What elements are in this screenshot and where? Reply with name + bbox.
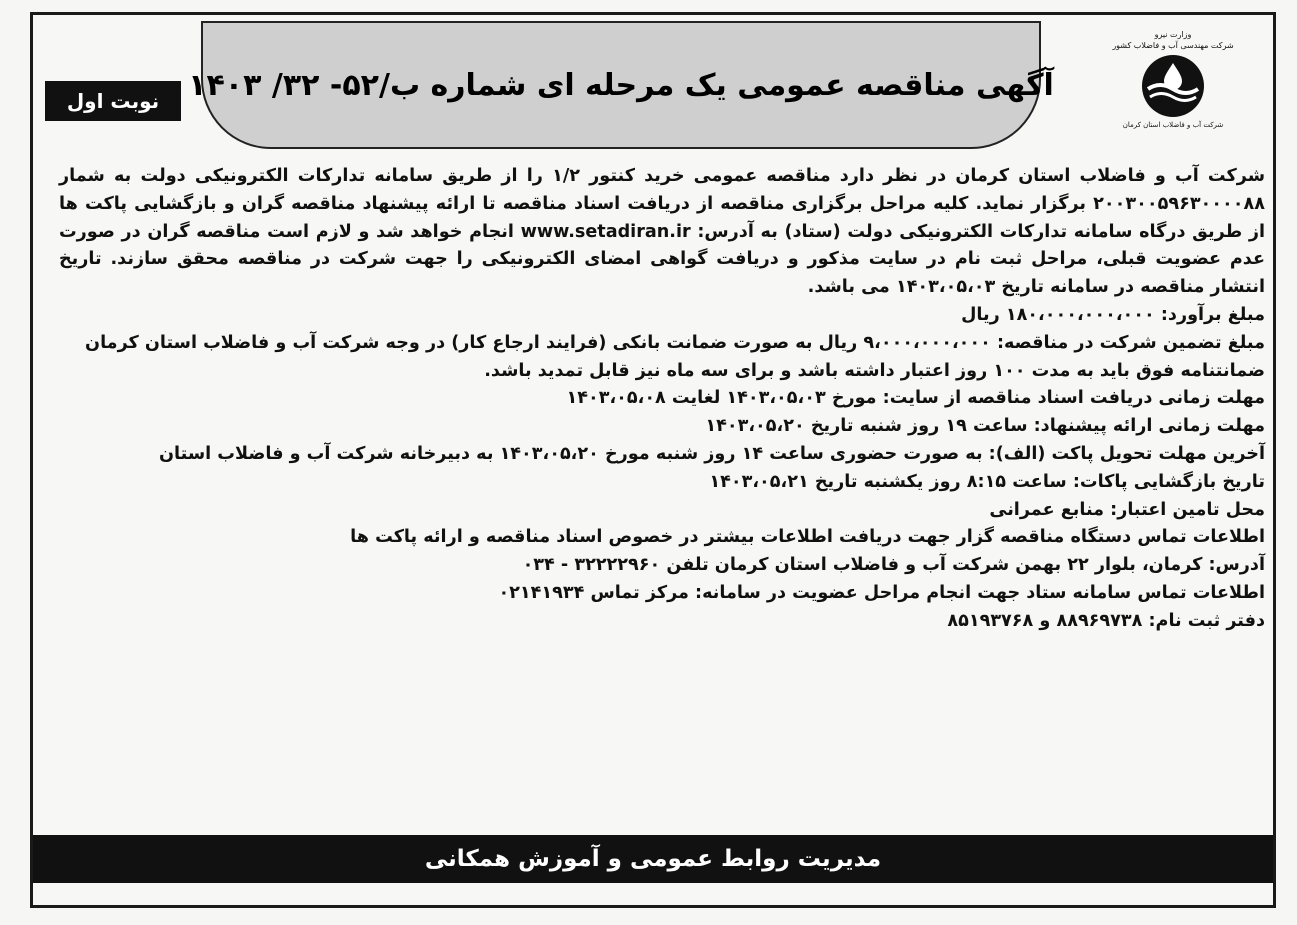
document-deadline-line: مهلت زمانی دریافت اسناد مناقصه از سایت: مورخ ۱۴۰۳،۰۵،۰۳ لغایت ۱۴۰۳،۰۵،۰۸ — [566, 388, 1265, 409]
setad-contact-line: اطلاعات تماس سامانه ستاد جهت انجام مراحل عضویت در سامانه: مرکز تماس ۰۲۱۴۱۹۳۴ — [498, 582, 1265, 603]
water-drop-icon — [1142, 55, 1204, 117]
logo-provincial-text: شرکت آب و فاضلاب استان کرمان — [1122, 121, 1224, 129]
guarantee-validity-line: ضمانتنامه فوق باید به مدت ۱۰۰ روز اعتبار داشته باشد و برای سه ماه نیز قابل تمدید باشد. — [484, 360, 1265, 381]
intro-paragraph: شرکت آب و فاضلاب استان کرمان در نظر دارد مناقصه عمومی خرید کنتور ۱/۲ را از طریق سامانه تدارکات الکترونیکی دولت به شمار ۲۰۰۳۰۰۵۹۶۳۰۰۰۰۸۸ برگزار نماید. کلیه مراحل برگزاری مناقصه از دریافت اسناد مناقصه تا ارائه پیشنهاد مناقصه گران و بازگشایی پاکت ها از طریق درگاه سامانه تدارکات الکترونیکی دولت (ستاد) به آدرس: www.setadiran.ir انجام خواهد شد و لازم است مناقصه گران در صورت عدم عضویت قبلی، مراحل ثبت نام در سایت مذکور و دریافت گواهی امضای الکترونیکی را جهت شرکت در مناقصه محقق سازند. تاریخ انتشار مناقصه در سامانه تاریخ ۱۴۰۳،۰۵،۰۳ می باشد. — [59, 166, 1266, 298]
title-banner — [188, 21, 1054, 149]
registry-line: دفتر ثبت نام: ۸۸۹۶۹۷۳۸ و ۸۵۱۹۳۷۶۸ — [947, 610, 1265, 631]
funding-line: محل تامین اعتبار: منابع عمرانی — [989, 499, 1265, 520]
offer-deadline-line: مهلت زمانی ارائه پیشنهاد: ساعت ۱۹ روز شنبه تاریخ ۱۴۰۳،۰۵،۲۰ — [705, 416, 1265, 437]
guarantee-line: مبلغ تضمین شرکت در مناقصه: ۹،۰۰۰،۰۰۰،۰۰۰ ریال به صورت ضمانت بانکی (فرایند ارجاع کار) در وجه شرکت آب و فاضلاب استان کرمان — [85, 332, 1265, 353]
logo-company-text: شرکت مهندسی آب و فاضلاب کشور — [1112, 41, 1234, 50]
round-badge: نوبت اول — [45, 81, 181, 121]
notice-body — [59, 163, 1265, 636]
logo-ministry-text: وزارت نیرو — [1154, 30, 1192, 39]
company-logo — [1093, 29, 1253, 159]
address-line: آدرس: کرمان، بلوار ۲۲ بهمن شرکت آب و فاضلاب استان کرمان تلفن ۳۲۲۲۲۹۶۰ - ۰۳۴ — [522, 555, 1265, 576]
notice-title: آگهی مناقصه عمومی یک مرحله ای شماره ب/۵۲- ۳۲/ ۱۴۰۳ — [188, 67, 1054, 103]
envelope-deadline-line: آخرین مهلت تحویل پاکت (الف): به صورت حضوری ساعت ۱۴ روز شنبه مورخ ۱۴۰۳،۰۵،۲۰ به دبیرخانه شرکت آب و فاضلاب استان — [159, 443, 1265, 464]
tender-notice — [30, 12, 1276, 908]
opening-line: تاریخ بازگشایی پاکات: ساعت ۸:۱۵ روز یکشنبه تاریخ ۱۴۰۳،۰۵،۲۱ — [709, 471, 1265, 492]
footer-banner: مدیریت روابط عمومی و آموزش همکانی — [33, 835, 1273, 883]
estimate-line: مبلغ برآورد: ۱۸۰،۰۰۰،۰۰۰،۰۰۰ ریال — [961, 304, 1265, 325]
contact-info-line: اطلاعات تماس دستگاه مناقصه گزار جهت دریافت اطلاعات بیشتر در خصوص اسناد مناقصه و ارائه پاکت ها — [350, 527, 1265, 548]
